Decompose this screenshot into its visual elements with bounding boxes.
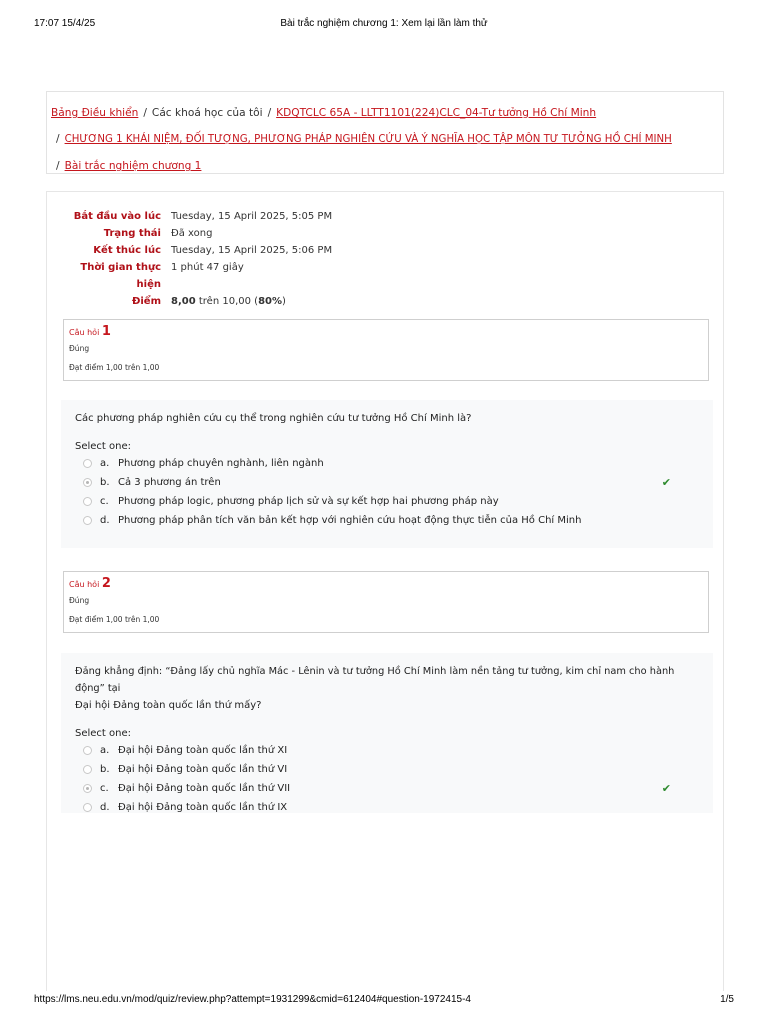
question-1-content <box>61 400 713 548</box>
question-2-content <box>61 653 713 813</box>
print-footer <box>34 994 734 1008</box>
radio-button[interactable] <box>83 765 92 774</box>
answer-option[interactable] <box>75 511 699 530</box>
select-one-label: Select one: <box>75 441 132 452</box>
question-label: Câu hỏi <box>69 328 100 337</box>
answer-letter: d. <box>100 515 110 526</box>
question-1-state: Đúng <box>69 344 90 353</box>
completed-label: Kết thúc lúc <box>93 245 161 256</box>
question-number: 2 <box>101 576 111 591</box>
answer-option[interactable] <box>75 760 699 779</box>
answer-option[interactable] <box>75 798 699 817</box>
summary-row-time <box>65 259 665 293</box>
breadcrumb-my-courses: Các khoá học của tôi <box>151 107 263 119</box>
quiz-review-content <box>46 191 724 991</box>
answer-text: Phương pháp logic, phương pháp lịch sử và sự kết hợp hai phương pháp này <box>118 496 499 507</box>
grade-label: Điểm <box>131 296 161 307</box>
breadcrumb-quiz-link[interactable]: Bài trắc nghiệm chương 1 <box>64 160 202 172</box>
question-1-grade: Đạt điểm 1,00 trên 1,00 <box>69 363 160 372</box>
breadcrumb <box>46 91 724 174</box>
question-2-number <box>69 576 703 593</box>
breadcrumb-line-1 <box>51 100 719 126</box>
question-label: Câu hỏi <box>69 580 100 589</box>
answer-text: Phương pháp chuyên nghành, liên ngành <box>118 458 324 469</box>
time-label <box>65 259 171 293</box>
breadcrumb-separator: / <box>56 133 60 145</box>
grade-percent: 80% <box>258 296 282 307</box>
grade-end: ) <box>282 296 286 307</box>
answer-letter: a. <box>100 745 110 756</box>
breadcrumb-separator: / <box>56 160 60 172</box>
print-page-number: 1/5 <box>720 994 734 1005</box>
radio-button-checked[interactable] <box>83 784 92 793</box>
question-2-grade: Đạt điểm 1,00 trên 1,00 <box>69 615 160 624</box>
time-value: 1 phút 47 giây <box>171 262 244 273</box>
radio-button[interactable] <box>83 746 92 755</box>
radio-button[interactable] <box>83 497 92 506</box>
check-icon: ✔ <box>661 782 671 795</box>
print-header <box>34 18 734 32</box>
state-label: Trạng thái <box>103 228 161 239</box>
question-2-state: Đúng <box>69 596 90 605</box>
answer-text: Đại hội Đảng toàn quốc lần thứ VII <box>118 783 291 794</box>
question-2-info <box>63 571 709 633</box>
answer-option[interactable] <box>75 492 699 511</box>
radio-button-checked[interactable] <box>83 478 92 487</box>
answer-letter: d. <box>100 802 110 813</box>
attempt-summary <box>65 208 665 310</box>
radio-button[interactable] <box>83 459 92 468</box>
grade-score: 8,00 <box>171 296 196 307</box>
answer-option[interactable] <box>75 454 699 473</box>
radio-button[interactable] <box>83 516 92 525</box>
print-title: Bài trắc nghiệm chương 1: Xem lại lần làm thử <box>280 18 488 29</box>
time-label-line-2: hiện <box>136 279 161 290</box>
answer-text: Đại hội Đảng toàn quốc lần thứ VI <box>118 764 288 775</box>
answer-option[interactable] <box>75 741 699 760</box>
breadcrumb-course-link[interactable]: KDQTCLC 65A - LLTT1101(224)CLC_04-Tư tưởng Hồ Chí Minh <box>276 107 597 119</box>
summary-row-completed <box>65 242 665 259</box>
answer-text: Cả 3 phương án trên <box>118 477 221 488</box>
question-1-info <box>63 319 709 381</box>
started-value: Tuesday, 15 April 2025, 5:05 PM <box>171 211 333 222</box>
summary-row-started <box>65 208 665 225</box>
print-datetime: 17:07 15/4/25 <box>34 18 96 29</box>
select-one-label: Select one: <box>75 728 132 739</box>
grade-value <box>171 293 286 310</box>
summary-row-state <box>65 225 665 242</box>
answer-text: Phương pháp phân tích văn bản kết hợp với nghiên cứu hoạt động thực tiễn của Hồ Chí Minh <box>118 515 582 526</box>
question-2-text-line-1: Đảng khẳng định: “Đảng lấy chủ nghĩa Mác - Lênin và tư tưởng Hồ Chí Minh làm nền tảng tư tưởng, kim chỉ nam cho hành động” tại <box>75 666 675 694</box>
answer-letter: c. <box>100 783 109 794</box>
question-number: 1 <box>101 324 111 339</box>
radio-button[interactable] <box>83 803 92 812</box>
breadcrumb-separator: / <box>267 107 272 119</box>
breadcrumb-chapter-link[interactable]: CHƯƠNG 1 KHÁI NIỆM, ĐỐI TƯỢNG, PHƯƠNG PHÁP NGHIÊN CỨU VÀ Ý NGHĨA HỌC TẬP MÔN TƯ TƯỞNG HỒ CHÍ MINH <box>64 134 672 145</box>
time-label-line-1: Thời gian thực <box>80 262 161 273</box>
breadcrumb-separator: / <box>143 107 147 119</box>
check-icon: ✔ <box>661 476 671 489</box>
answer-text: Đại hội Đảng toàn quốc lần thứ IX <box>118 802 288 813</box>
started-label: Bắt đầu vào lúc <box>73 211 161 222</box>
state-value: Đã xong <box>171 228 213 239</box>
answer-letter: b. <box>100 764 110 775</box>
question-2-text-line-2: Đại hội Đảng toàn quốc lần thứ mấy? <box>75 700 262 711</box>
question-1-number <box>69 324 703 341</box>
question-1-text: Các phương pháp nghiên cứu cụ thể trong nghiên cứu tư tưởng Hồ Chí Minh là? <box>75 413 472 424</box>
answer-letter: c. <box>100 496 109 507</box>
print-url: https://lms.neu.edu.vn/mod/quiz/review.php?attempt=1931299&cmid=612404#question-1972415-4 <box>34 994 471 1005</box>
answer-letter: a. <box>100 458 110 469</box>
summary-row-grade <box>65 293 665 310</box>
breadcrumb-line-3 <box>51 153 719 179</box>
answer-text: Đại hội Đảng toàn quốc lần thứ XI <box>118 745 288 756</box>
breadcrumb-line-2 <box>51 126 719 153</box>
answer-option-selected[interactable] <box>75 473 699 492</box>
answer-letter: b. <box>100 477 110 488</box>
answer-option-selected[interactable] <box>75 779 699 798</box>
breadcrumb-dashboard-link[interactable]: Bảng Điều khiển <box>51 107 139 119</box>
grade-mid: trên 10,00 ( <box>195 296 259 307</box>
completed-value: Tuesday, 15 April 2025, 5:06 PM <box>171 245 333 256</box>
